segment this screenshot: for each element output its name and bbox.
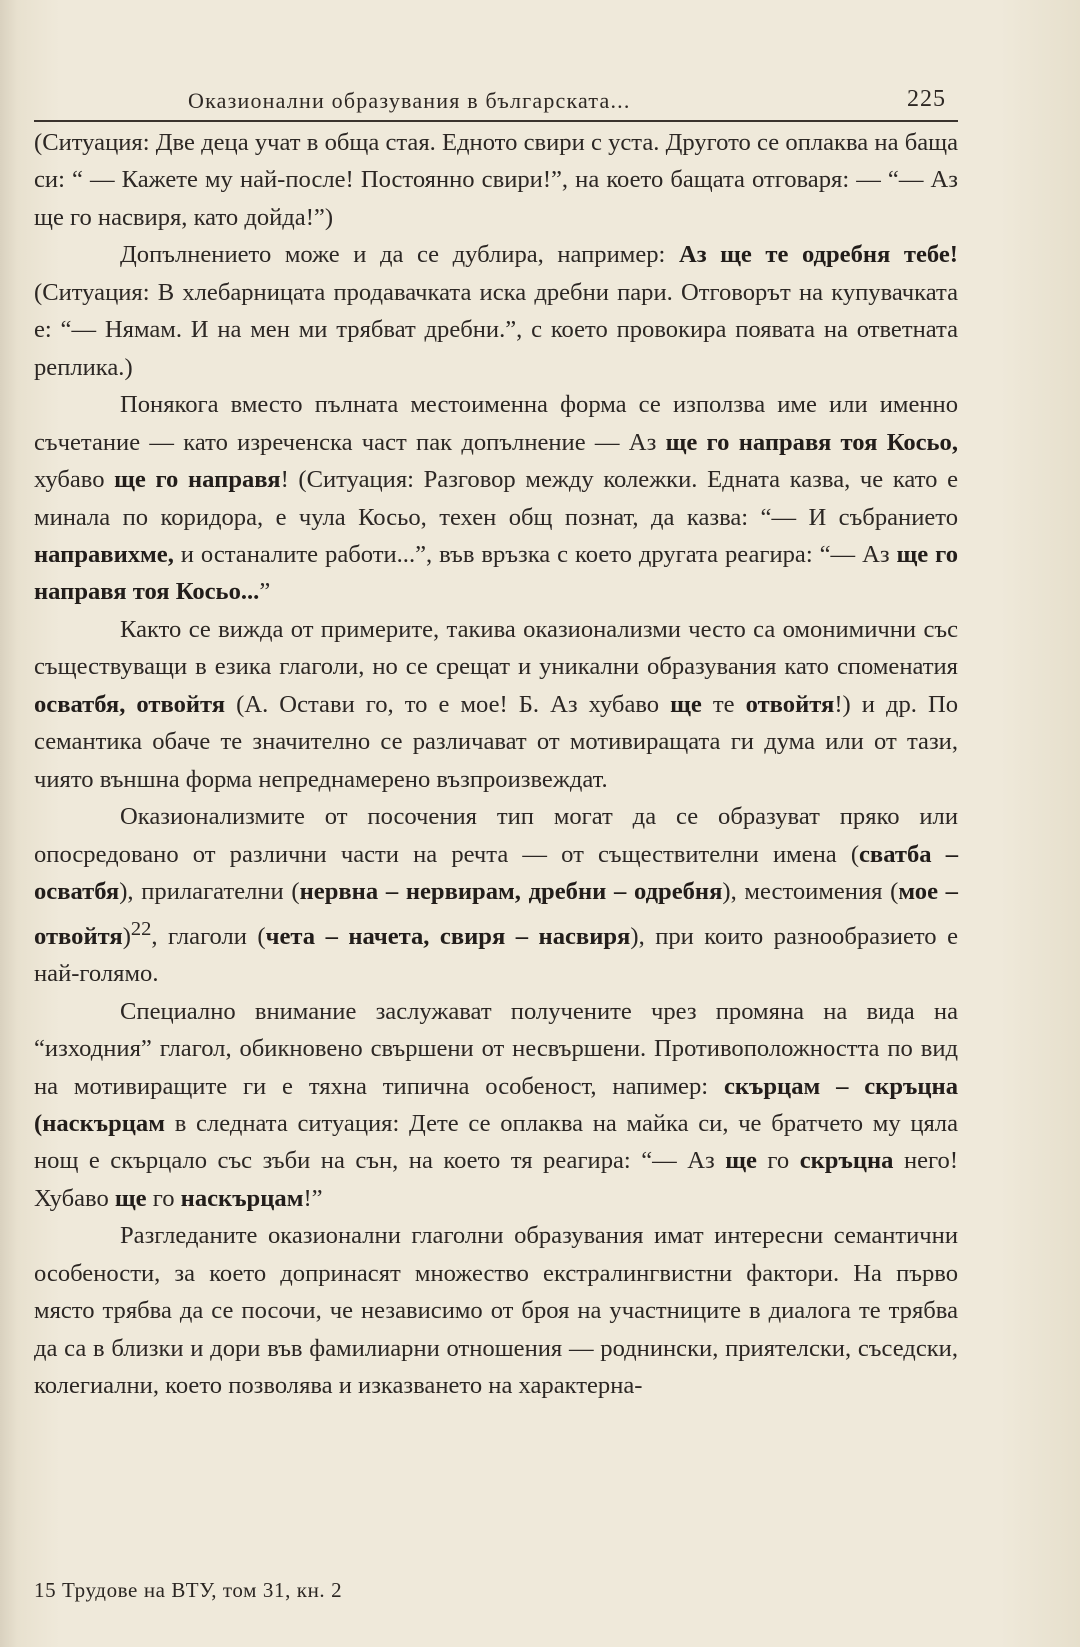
text-run: Оказионализмите от посочения тип могат да се образуват пряко или опосредовано от различни части на речта — от съществителни имена ( [34,803,958,868]
text-run: ), прилагателни ( [119,878,300,906]
text-run: ) [122,922,131,950]
text-run: в следната ситуация: Дете се оплаква на майка си, че братчето му цяла нощ е скърцало със зъби на сън, на което тя реагира: “— Аз [34,1109,958,1175]
text-run: , глаголи ( [151,922,266,950]
paragraph [34,1217,958,1404]
body-text [34,124,958,1405]
paragraph [34,798,958,992]
bold-example: Аз ще те одребня тебе! [678,241,958,269]
text-run: и останалите работи...”, във връзка с което другата реагира: “— Аз [173,540,897,568]
text-run: !) и др. По семантика обаче те значително се различават от мотивиращата ги дума или от тази, чиято външна форма непреднамерено възпроизвеждат. [34,690,959,793]
text-run: Както се вижда от примерите, такива оказионализми често са омонимични със съществуващи в езика глаголи, но се срещат и уникални образувания като споменатия [34,615,958,681]
footer-signature: 15 Трудове на ВТУ, том 31, кн. 2 [34,1578,343,1602]
text-run: ” [259,578,271,606]
text-run: Допълнението може и да се дублира, например: [120,241,679,269]
bold-example: нервна – нервирам, дребни – одребня [299,878,723,906]
text-run: (Ситуация: В хлебарницата продавачката иска дребни пари. Отговорът на купувачката е: “— Нямам. И на мен ми трябват дребни.”, с което провокира появата на ответната реплика.) [34,278,958,381]
running-head [34,80,958,122]
paragraph [34,611,958,798]
running-title: Оказионални образувания в българската... [188,88,631,113]
bold-example: ще го направя [114,466,281,494]
page-number: 225 [907,86,946,112]
text-run: Специално внимание заслужават получените чрез промяна на вида на “изходния” глагол, обикновено свършени от несвършени. Противоположността по вид на мотивиращите ги е тяхна типична особеност, напимер: [34,997,958,1100]
text-run: го [756,1147,800,1175]
book-page [34,70,958,1630]
bold-example: ще [670,690,702,718]
bold-example: наскърцам [180,1184,304,1212]
footnote-ref: 22 [130,917,152,940]
bold-example: скърцам – скръцна (наскърцам [34,1072,959,1137]
bold-example: направихме, [34,540,174,568]
text-run: (Ситуация: Две деца учат в обща стая. Едното свири с уста. Другото се оплаква на баща си: “ — Кажете му най-после! Постоянно свири!”, на което бащата отговаря: — “— Аз ще го насвиря, като дойда!”) [34,129,958,231]
bold-example: ще го направя тоя Косьо... [34,540,958,606]
text-run: ! (Ситуация: Разговор между колежки. Едната казва, че като е минала по коридора, е чула Косьо, техен общ познат, да казва: “— И събранието [34,466,958,531]
bold-example: отвойтя [745,690,835,718]
paragraph [34,386,958,611]
paragraph [34,124,958,236]
text-run: !” [303,1184,323,1212]
paragraph [34,236,958,386]
bold-example: мое – отвойтя [34,878,958,950]
text-run: Понякога вместо пълната местоименна форма се използва име или именно съчетание — като изреченска част пак допълнение — Аз [34,391,958,456]
bold-example: ще [114,1184,147,1212]
bold-example: сватба – осватбя [34,840,958,906]
bold-example: ще [725,1147,757,1175]
paragraph [34,993,958,1218]
text-run: ), местоимения ( [722,878,899,906]
bold-example: ще го направя тоя Косьо, [665,428,958,456]
text-run: го [146,1184,181,1212]
text-run: те [701,690,746,718]
text-run: Разгледаните оказионални глаголни образувания имат интересни семантични особености, за което допринасят множество екстралингвистни фактори. На първо място трябва да се посочи, че независимо от броя на участниците в диалога те трябва да са в близки и дори във фамилиарни отношения — роднински, приятелски, съседски, колегиални, което позволява и изказването на характерна- [34,1222,958,1400]
bold-example: чета – начета, свиря – насвиря [265,922,631,950]
text-run: хубаво [34,466,115,494]
bold-example: осватбя, отвойтя [34,690,226,718]
text-run: (А. Остави го, то е мое! Б. Аз хубаво [225,690,671,718]
bold-example: скръцна [799,1147,894,1175]
text-run: него! Хубаво [34,1147,959,1212]
text-run: ), при които разнообразието е най-голямо. [34,922,958,988]
